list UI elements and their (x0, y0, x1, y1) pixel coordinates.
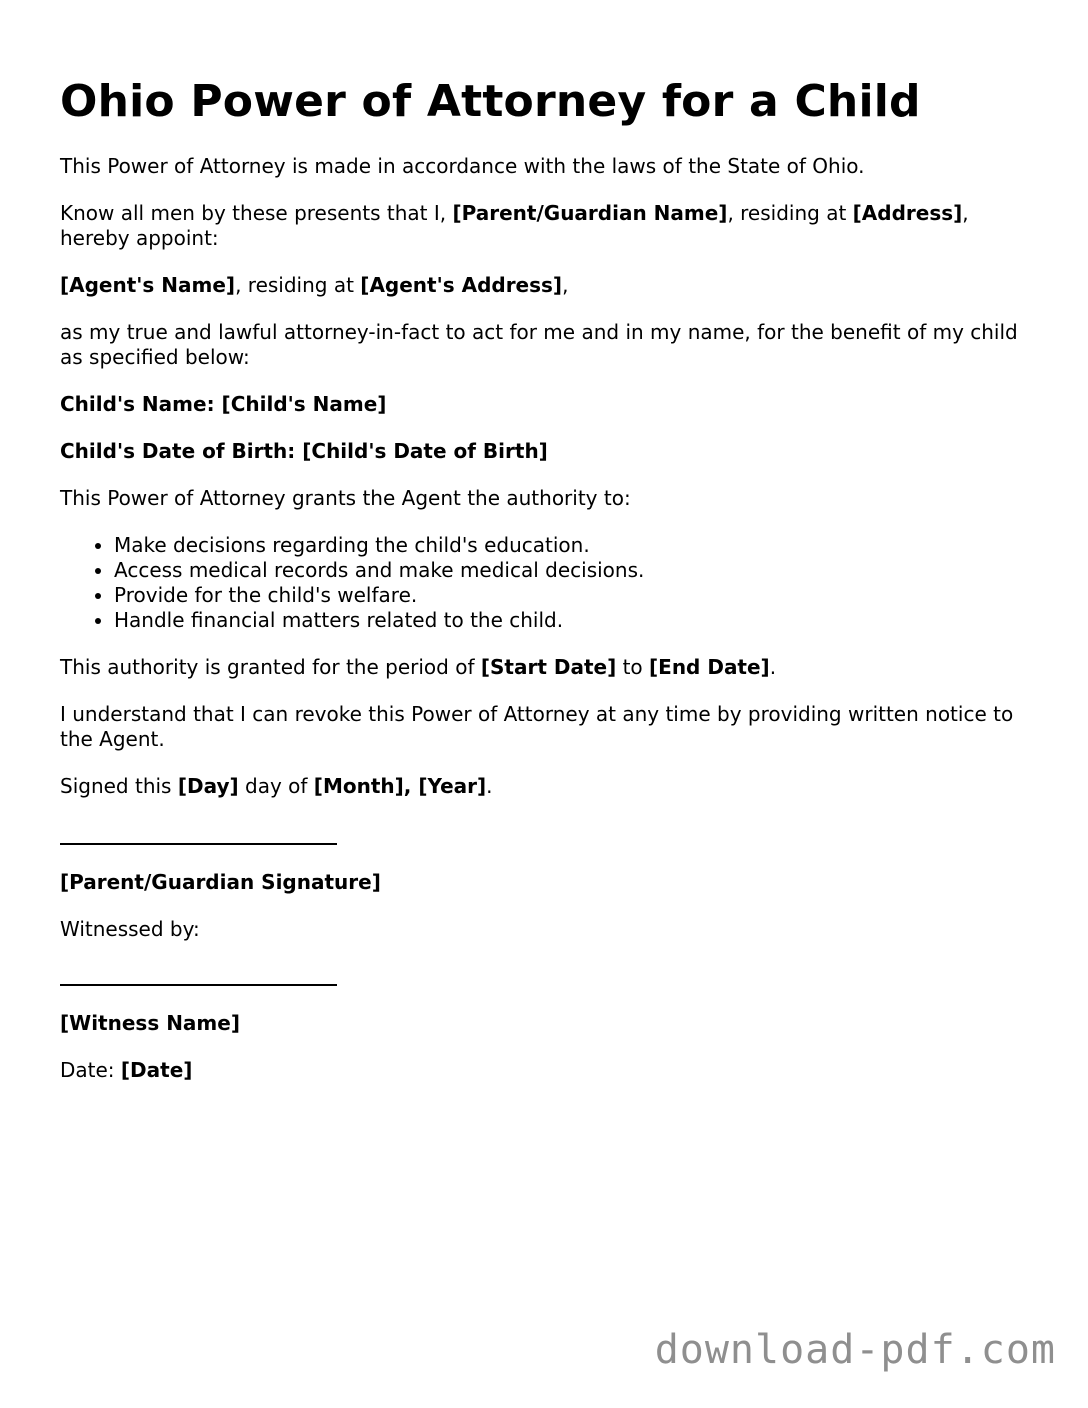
child-name-placeholder: [Child's Name] (221, 392, 387, 416)
date-label: Date: (60, 1058, 121, 1082)
purpose-paragraph: as my true and lawful attorney-in-fact to act for me and in my name, for the benefit of my child as specified below: (60, 320, 1018, 369)
appointment-paragraph (60, 201, 1040, 251)
child-name-line (60, 392, 1040, 417)
witness-signature-line (60, 984, 337, 986)
day-placeholder: [Day] (177, 774, 239, 798)
witnessed-by-label: Witnessed by: (60, 917, 200, 941)
child-dob-placeholder: [Child's Date of Birth] (302, 439, 548, 463)
document-page (60, 72, 1040, 1105)
address-placeholder: [Address] (852, 201, 963, 225)
child-name-label: Child's Name: (60, 392, 222, 416)
period-middle: to (616, 655, 650, 679)
child-dob-label: Child's Date of Birth: (60, 439, 303, 463)
document-title: Ohio Power of Attorney for a Child (60, 76, 921, 127)
parent-signature-text: [Parent/Guardian Signature] (60, 870, 381, 894)
agent-name-placeholder: [Agent's Name] (60, 273, 236, 297)
agent-paragraph (60, 273, 1040, 298)
agent-address-placeholder: [Agent's Address] (360, 273, 563, 297)
authority-item: • Access medical records and make medical decisions. (114, 558, 1040, 583)
month-year-placeholder: [Month], [Year] (313, 774, 487, 798)
date-line (60, 1058, 1040, 1083)
appointment-prefix: Know all men by these presents that I, (60, 201, 453, 225)
revocation-paragraph: I understand that I can revoke this Power of Attorney at any time by providing written notice to the Agent. (60, 702, 1014, 751)
period-paragraph (60, 655, 1040, 680)
start-date-placeholder: [Start Date] (480, 655, 617, 679)
signed-middle: day of (238, 774, 314, 798)
agent-suffix: , (562, 273, 569, 297)
authority-intro: This Power of Attorney grants the Agent the authority to: (60, 486, 631, 510)
appointment-middle: , residing at (727, 201, 853, 225)
authority-item: • Handle financial matters related to the child. (114, 608, 1040, 633)
signed-prefix: Signed this (60, 774, 178, 798)
parent-signature-label (60, 870, 1040, 895)
child-dob-line (60, 439, 1040, 464)
authority-list (60, 533, 1040, 633)
authority-item: • Provide for the child's welfare. (114, 583, 1040, 608)
period-suffix: . (769, 655, 777, 679)
end-date-placeholder: [End Date] (649, 655, 770, 679)
date-placeholder: [Date] (120, 1058, 193, 1082)
witness-name-text: [Witness Name] (60, 1011, 240, 1035)
intro-paragraph: This Power of Attorney is made in accordance with the laws of the State of Ohio. (60, 154, 865, 178)
agent-middle: , residing at (235, 273, 361, 297)
watermark: download-pdf.com (654, 1327, 1056, 1373)
authority-item: • Make decisions regarding the child's education. (114, 533, 1040, 558)
witness-name-label (60, 1011, 1040, 1036)
signed-suffix: . (486, 774, 493, 798)
appointment-suffix: , hereby appoint: (60, 201, 969, 250)
parent-signature-line (60, 843, 337, 845)
period-prefix: This authority is granted for the period of (60, 655, 481, 679)
parent-name-placeholder: [Parent/Guardian Name] (452, 201, 728, 225)
signed-paragraph (60, 774, 1040, 799)
